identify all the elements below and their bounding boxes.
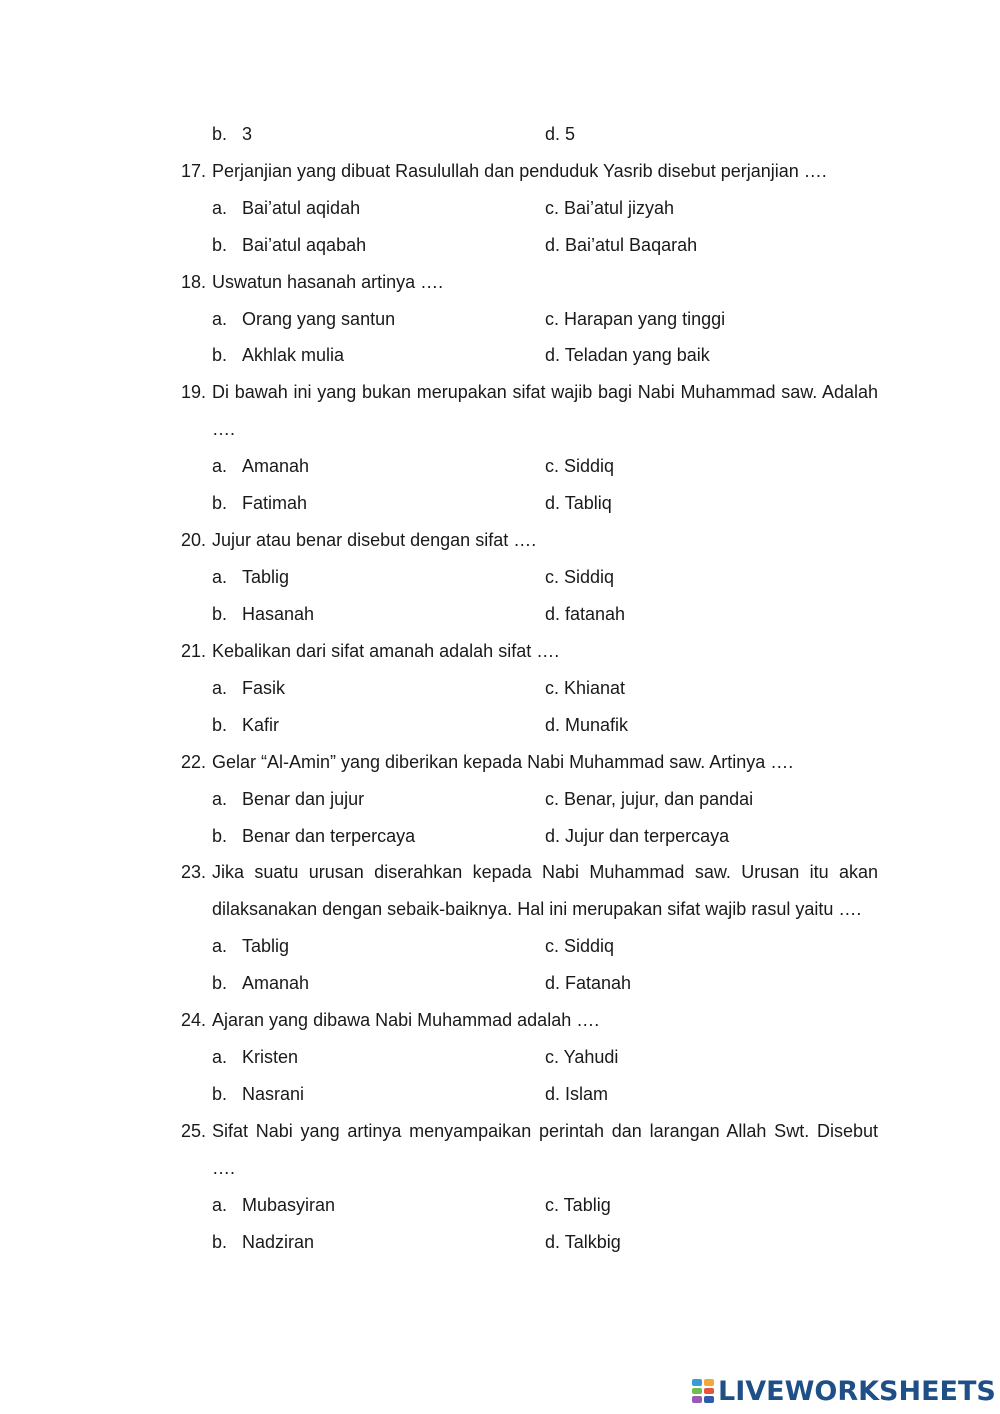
question-number: 18. <box>181 272 207 292</box>
option-text: Kafir <box>242 715 280 735</box>
question-text-cont: …. <box>212 419 236 439</box>
option-text: Benar dan terpercaya <box>242 826 416 846</box>
option-c: c. Siddiq <box>545 936 615 956</box>
option-text: Akhlak mulia <box>242 345 345 365</box>
option-letter: b. <box>212 493 228 513</box>
option-d: d. Islam <box>545 1084 609 1104</box>
logo-tile <box>704 1388 714 1395</box>
question-text: Perjanjian yang dibuat Rasulullah dan penduduk Yasrib disebut perjanjian …. <box>212 161 827 181</box>
option-text: Tablig <box>242 936 290 956</box>
option-b <box>212 603 314 625</box>
option-letter: a. <box>212 678 228 698</box>
option-a <box>212 455 309 477</box>
option-letter: a. <box>212 309 228 329</box>
question-number: 25. <box>181 1121 207 1141</box>
question-number: 19. <box>181 382 207 402</box>
option-text: Kristen <box>242 1047 299 1067</box>
option-b <box>212 972 309 994</box>
option-c: c. Yahudi <box>545 1047 619 1067</box>
option-d: d. Talkbig <box>545 1232 621 1252</box>
option-letter: b. <box>212 1084 228 1104</box>
option-d: d. Jujur dan terpercaya <box>545 826 730 846</box>
option-a <box>212 677 285 699</box>
option-a <box>212 197 360 219</box>
option-text: Nasrani <box>242 1084 305 1104</box>
option-text: Hasanah <box>242 604 315 624</box>
option-c: c. Benar, jujur, dan pandai <box>545 789 754 809</box>
option-b <box>212 234 366 256</box>
option-text: Tablig <box>242 567 290 587</box>
option-c: c. Tablig <box>545 1195 611 1215</box>
option-letter: b. <box>212 124 228 144</box>
logo-grid-icon <box>692 1379 714 1403</box>
question-number: 20. <box>181 530 207 550</box>
option-a <box>212 1194 335 1216</box>
option-d: d. Fatanah <box>545 973 632 993</box>
option-letter: a. <box>212 1195 228 1215</box>
question-text: Uswatun hasanah artinya …. <box>212 272 444 292</box>
option-d: d. fatanah <box>545 604 626 624</box>
option-text: Bai’atul aqidah <box>242 198 361 218</box>
option-d-prev: d. 5 <box>545 124 576 144</box>
option-b <box>212 825 415 847</box>
option-c: c. Siddiq <box>545 567 615 587</box>
option-d: d. Munafik <box>545 715 629 735</box>
option-letter: b. <box>212 345 228 365</box>
option-letter: a. <box>212 567 228 587</box>
question-number: 23. <box>181 862 207 882</box>
option-a <box>212 935 289 957</box>
question-number: 21. <box>181 641 207 661</box>
option-b <box>212 492 307 514</box>
option-a <box>212 1046 298 1068</box>
logo-tile <box>704 1396 714 1403</box>
option-text: Fasik <box>242 678 286 698</box>
option-b <box>212 1083 304 1105</box>
option-d: d. Bai’atul Baqarah <box>545 235 698 255</box>
option-text: Bai’atul aqabah <box>242 235 367 255</box>
option-text: Benar dan jujur <box>242 789 365 809</box>
logo-tile <box>692 1388 702 1395</box>
logo-tile <box>692 1379 702 1386</box>
option-letter: b. <box>212 235 228 255</box>
option-letter: b. <box>212 1232 228 1252</box>
option-letter: b. <box>212 973 228 993</box>
question-number: 22. <box>181 752 207 772</box>
question-number: 17. <box>181 161 207 181</box>
option-letter: a. <box>212 936 228 956</box>
logo-tile <box>692 1396 702 1403</box>
question-text: Jika suatu urusan diserahkan kepada Nabi Muhammad saw. Urusan itu akan <box>212 862 878 882</box>
option-d: d. Tabliq <box>545 493 612 513</box>
question-text: Di bawah ini yang bukan merupakan sifat wajib bagi Nabi Muhammad saw. Adalah <box>212 382 878 402</box>
question-text: Ajaran yang dibawa Nabi Muhammad adalah …. <box>212 1010 600 1030</box>
option-text: 3 <box>242 124 253 144</box>
option-c: c. Bai’atul jizyah <box>545 198 675 218</box>
option-letter: a. <box>212 1047 228 1067</box>
option-letter: b. <box>212 604 228 624</box>
option-text: Amanah <box>242 973 310 993</box>
question-text: Kebalikan dari sifat amanah adalah sifat …. <box>212 641 560 661</box>
option-letter: b. <box>212 715 228 735</box>
question-text: Gelar “Al-Amin” yang diberikan kepada Nabi Muhammad saw. Artinya …. <box>212 752 794 772</box>
option-text: Orang yang santun <box>242 309 396 329</box>
option-b <box>212 1231 314 1253</box>
liveworksheets-logo <box>692 1376 996 1406</box>
option-text: Fatimah <box>242 493 308 513</box>
option-text: Amanah <box>242 456 310 476</box>
option-b <box>212 714 279 736</box>
option-a <box>212 788 364 810</box>
question-text-cont: dilaksanakan dengan sebaik-baiknya. Hal ini merupakan sifat wajib rasul yaitu …. <box>212 899 862 919</box>
option-b <box>212 344 344 366</box>
option-a <box>212 566 289 588</box>
option-c: c. Harapan yang tinggi <box>545 309 726 329</box>
option-letter: a. <box>212 456 228 476</box>
question-number: 24. <box>181 1010 207 1030</box>
option-letter: a. <box>212 789 228 809</box>
option-letter: b. <box>212 826 228 846</box>
question-text-cont: …. <box>212 1158 236 1178</box>
logo-tile <box>704 1379 714 1386</box>
option-a <box>212 308 395 330</box>
question-text: Jujur atau benar disebut dengan sifat …. <box>212 530 537 550</box>
option-d: d. Teladan yang baik <box>545 345 710 365</box>
question-text: Sifat Nabi yang artinya menyampaikan perintah dan larangan Allah Swt. Disebut <box>212 1121 878 1141</box>
option-b-prev <box>212 123 252 145</box>
option-c: c. Khianat <box>545 678 626 698</box>
option-text: Mubasyiran <box>242 1195 336 1215</box>
option-text: Nadziran <box>242 1232 315 1252</box>
brand-name: LIVEWORKSHEETS <box>718 1375 996 1407</box>
option-c: c. Siddiq <box>545 456 615 476</box>
option-letter: a. <box>212 198 228 218</box>
